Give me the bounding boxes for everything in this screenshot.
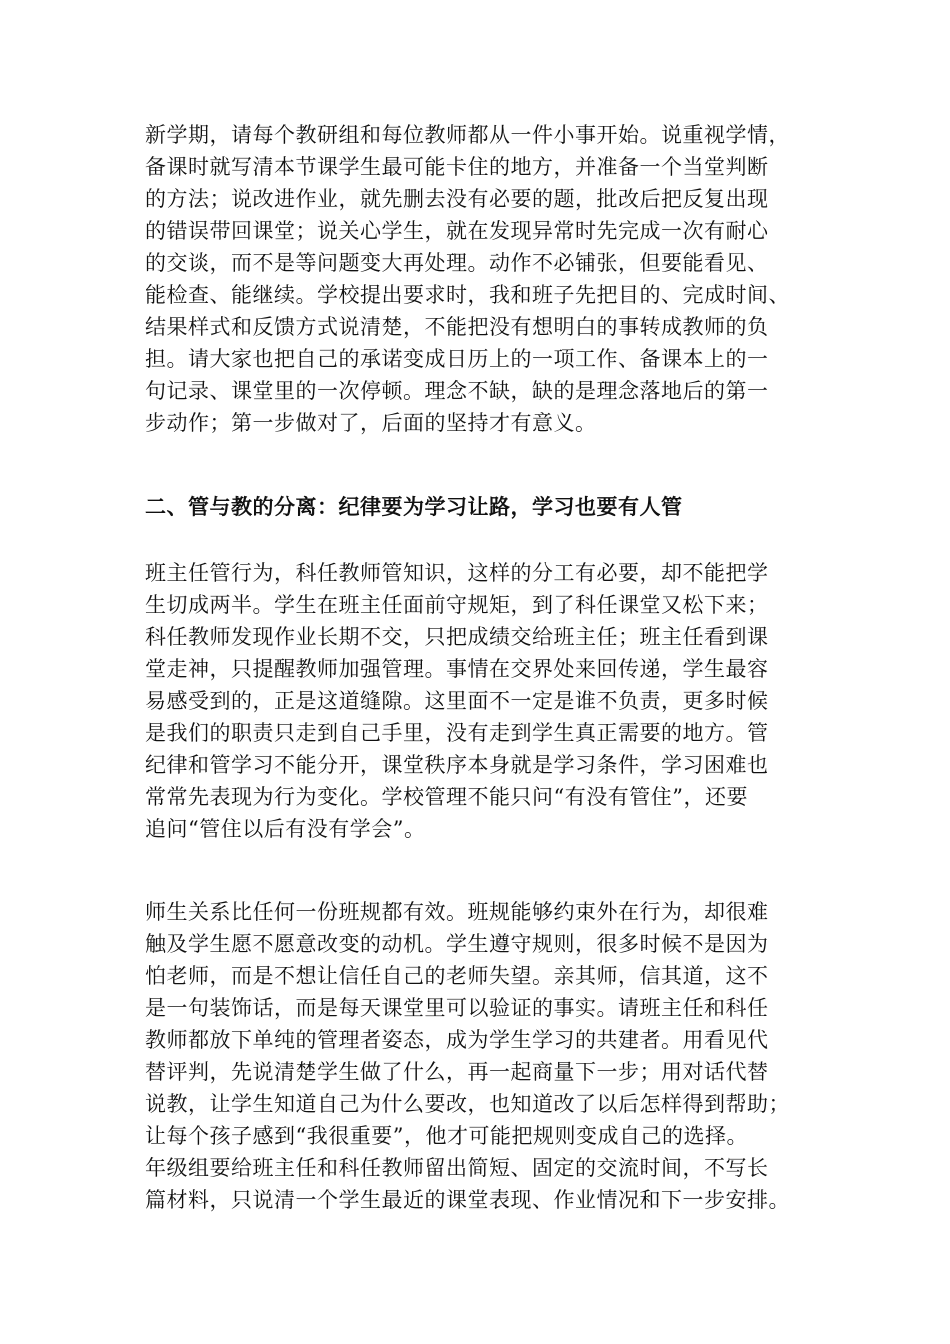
text-line: 让每个孩子感到“我很重要”，他才可能把规则变成自己的选择。 xyxy=(145,1124,748,1148)
text-line: 是一句装饰话，而是每天课堂里可以验证的事实。请班主任和科任 xyxy=(145,996,769,1020)
text-line: 师生关系比任何一份班规都有效。班规能够约束外在行为，却很难 xyxy=(145,900,769,924)
text-line: 结果样式和反馈方式说清楚，不能把没有想明白的事转成教师的负 xyxy=(145,315,769,339)
text-line: 的错误带回课堂；说关心学生，就在发现异常时先完成一次有耐心 xyxy=(145,219,769,243)
text-line: 追问“管住以后有没有学会”。 xyxy=(145,817,426,841)
text-line: 常常先表现为行为变化。学校管理不能只问“有没有管住”，还要 xyxy=(145,785,748,809)
paragraph-2 xyxy=(145,557,805,845)
text-line: 替评判，先说清楚学生做了什么，再一起商量下一步；用对话代替 xyxy=(145,1060,769,1084)
text-line: 的交谈，而不是等问题变大再处理。动作不必铺张，但要能看见、 xyxy=(145,251,769,275)
text-line: 的方法；说改进作业，就先删去没有必要的题，批改后把反复出现 xyxy=(145,187,769,211)
text-line: 步动作；第一步做对了，后面的坚持才有意义。 xyxy=(145,411,597,435)
text-line: 担。请大家也把自己的承诺变成日历上的一项工作、备课本上的一 xyxy=(145,347,769,371)
text-line: 易感受到的，正是这道缝隙。这里面不一定是谁不负责，更多时候 xyxy=(145,689,769,713)
text-line: 科任教师发现作业长期不交，只把成绩交给班主任；班主任看到课 xyxy=(145,625,769,649)
section-heading: 二、管与教的分离：纪律要为学习让路，学习也要有人管 xyxy=(145,494,683,519)
text-line: 说教，让学生知道自己为什么要改，也知道改了以后怎样得到帮助； xyxy=(145,1092,790,1116)
text-line: 备课时就写清本节课学生最可能卡住的地方，并准备一个当堂判断 xyxy=(145,155,769,179)
text-line: 篇材料，只说清一个学生最近的课堂表现、作业情况和下一步安排。 xyxy=(145,1188,790,1212)
text-line: 能检查、能继续。学校提出要求时，我和班子先把目的、完成时间、 xyxy=(145,283,790,307)
text-line: 年级组要给班主任和科任教师留出简短、固定的交流时间，不写长 xyxy=(145,1156,769,1180)
paragraph-3 xyxy=(145,896,805,1216)
text-line: 班主任管行为，科任教师管知识，这样的分工有必要，却不能把学 xyxy=(145,561,769,585)
text-line: 新学期，请每个教研组和每位教师都从一件小事开始。说重视学情， xyxy=(145,123,790,147)
text-line: 教师都放下单纯的管理者姿态，成为学生学习的共建者。用看见代 xyxy=(145,1028,769,1052)
text-line: 怕老师，而是不想让信任自己的老师失望。亲其师，信其道，这不 xyxy=(145,964,769,988)
text-line: 是我们的职责只走到自己手里，没有走到学生真正需要的地方。管 xyxy=(145,721,769,745)
text-line: 纪律和管学习不能分开，课堂秩序本身就是学习条件，学习困难也 xyxy=(145,753,769,777)
paragraph-1 xyxy=(145,119,805,439)
text-line: 堂走神，只提醒教师加强管理。事情在交界处来回传递，学生最容 xyxy=(145,657,769,681)
text-line: 生切成两半。学生在班主任面前守规矩，到了科任课堂又松下来； xyxy=(145,593,769,617)
text-line: 句记录、课堂里的一次停顿。理念不缺，缺的是理念落地后的第一 xyxy=(145,379,769,403)
text-line: 触及学生愿不愿意改变的动机。学生遵守规则，很多时候不是因为 xyxy=(145,932,769,956)
